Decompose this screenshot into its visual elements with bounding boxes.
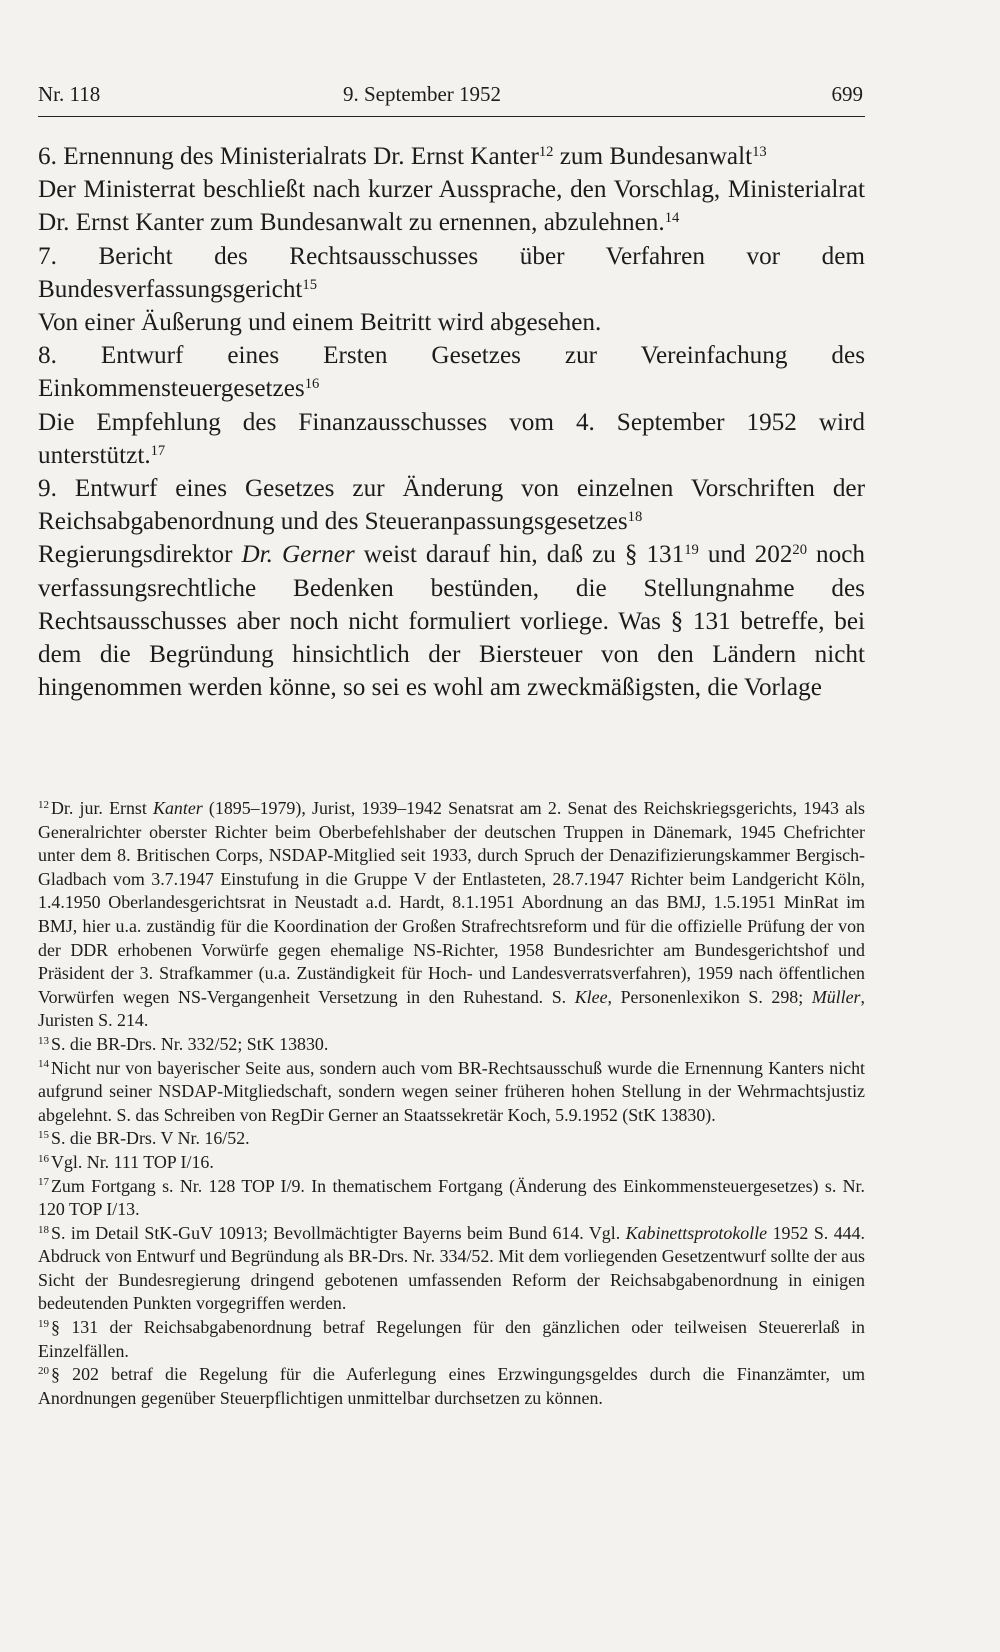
footnote-ref: 15: [302, 276, 318, 293]
item-6-heading: 6. Ernennung des Ministerialrats Dr. Ernst Kanter$^{12}$ zum Bundesanwalt$^{13}$: [38, 143, 767, 170]
footnote-ref: 12: [538, 143, 554, 160]
footnote-16: $^{16}$ Vgl. Nr. 111 TOP I/16.: [38, 1151, 214, 1172]
footnote-12: $^{12}$ Dr. jur. Ernst Kanter (1895–1979), Jurist, 1939–1942 Senatsrat am 2. Senat des Reichskriegsgerichts, 1943 als Generalrichter oberster Richter beim Oberbefehlshaber der deutschen Truppen in Dänemark, 1945 Chefrichter unter dem 8. Britischen Corps, NSDAP-Mitglied seit 1933, durch Spruch der Denazifizierungskammer Bergisch-Gladbach vom 3.7.1947 Einstufung in die Gruppe V der Entlasteten, 28.7.1947 Richter beim Landgericht Köln, 1.4.1950 Oberlandesgerichtsrat in Neustadt a.d. Hardt, 8.1.1951 Abordnung an das BMJ, 1.5.1951 MinRat im BMJ, hier u.a. zuständig für die Koordination der Großen Strafrechtsreform und für die offizielle Prüfung der von der DDR erhobenen Vorwürfe gegen ehemalige NS-Richter, 1958 Bundesrichter am Bundesgerichtshof und Präsident der 3. Strafkammer (u.a. Zuständigkeit für Hoch- und Landesverratsverfahren), 1959 nach öffentlichen Vorwürfen wegen NS-Vergangenheit Versetzung in den Ruhestand. S. Klee, Personenlexikon S. 298; Müller, Juristen S. 214.: [38, 798, 865, 1031]
running-header: [38, 76, 865, 117]
footnote-ref: 13: [752, 143, 767, 160]
footnote-17: $^{17}$ Zum Fortgang s. Nr. 128 TOP I/9. In thematischem Fortgang (Änderung des Einkommensteuergesetzes) s. Nr. 120 TOP I/13.: [38, 1175, 865, 1220]
footnote-20: $^{20}$ § 202 betraf die Regelung für die Auferlegung eines Erzwingungsgeldes durch die Finanzämter, um Anordnungen gegenüber Steuerpflichtigen unmittelbar durchsetzen zu können.: [38, 1364, 865, 1408]
item-6-text: Der Ministerrat beschließt nach kurzer Aussprache, den Vorschlag, Ministerialrat Dr. Ernst Kanter zum Bundesanwalt zu ernennen, abzulehnen.$^{14}$: [38, 176, 865, 237]
footnote-15: $^{15}$ S. die BR-Drs. V Nr. 16/52.: [38, 1128, 250, 1149]
session-date: 9. September 1952: [343, 82, 502, 106]
footnote-ref: 18: [627, 509, 643, 526]
footnote-ref: 16: [304, 376, 320, 393]
footnotes: [38, 797, 865, 1410]
document-number: Nr. 118: [38, 82, 101, 106]
footnote-ref: 17: [150, 442, 166, 459]
footnote-ref: 20: [792, 542, 808, 559]
footnote-13: $^{13}$ S. die BR-Drs. Nr. 332/52; StK 13830.: [38, 1033, 329, 1054]
footnote-18: $^{18}$ S. im Detail StK-GuV 10913; Bevollmächtigter Bayerns beim Bund 614. Vgl. Kabinettsprotokolle 1952 S. 444. Abdruck von Entwurf und Begründung als BR-Drs. Nr. 334/52. Mit dem vorliegenden Gesetzentwurf sollte der aus Sicht der Bundesregierung dringend gebotenen umfassenden Reform der Reichsabgabenordnung in einigen bedeutenden Punkten vorgegriffen werden.: [38, 1222, 866, 1314]
item-8-heading: 8. Entwurf eines Ersten Gesetzes zur Vereinfachung des Einkommensteuergesetzes$^{16}$: [38, 342, 865, 403]
main-text: [38, 140, 865, 704]
footnote-ref: 14: [664, 210, 680, 227]
page-number: 699: [831, 82, 863, 106]
item-9-text: Regierungsdirektor Dr. Gerner weist darauf hin, daß zu § $131^{19}$ und $202^{20}$ noch verfassungsrechtliche Bedenken bestünden, die Stellungnahme des Rechtsausschusses aber noch nicht formuliert vorliege. Was § 131 betreffe, bei dem die Begründung hinsichtlich der Biersteuer von den Ländern nicht hingenommen werden könne, so sei es wohl am zweckmäßigsten, die Vorlage: [38, 541, 865, 702]
item-8-text: Die Empfehlung des Finanzausschusses vom 4. September 1952 wird unterstützt.$^{17}$: [38, 408, 865, 469]
footnote-19: $^{19}$ § 131 der Reichsabgabenordnung betraf Regelungen für den gänzlichen oder teilweisen Steuererlaß in Einzelfällen.: [38, 1317, 865, 1361]
item-7-text: Von einer Äußerung und einem Beitritt wird abgesehen.: [38, 309, 602, 337]
footnote-ref: 19: [684, 542, 699, 559]
item-7-heading: 7. Bericht des Rechtsausschusses über Verfahren vor dem Bundesverfassungsgericht$^{15}$: [38, 242, 865, 303]
footnote-14: $^{14}$ Nicht nur von bayerischer Seite aus, sondern auch vom BR-Rechtsausschuß wurde die Ernennung Kanters nicht aufgrund seiner NSDAP-Mitgliedschaft, sondern wegen seiner früheren hohen Stellung in der Wehrmachtsjustiz abgelehnt. S. das Schreiben von RegDir Gerner an Staatssekretär Koch, 5.9.1952 (StK 13830).: [38, 1057, 865, 1125]
item-9-heading: 9. Entwurf eines Gesetzes zur Änderung von einzelnen Vorschriften der Reichsabgabenordnung und des Steueranpassungsgesetzes$^{18}$: [38, 475, 865, 536]
